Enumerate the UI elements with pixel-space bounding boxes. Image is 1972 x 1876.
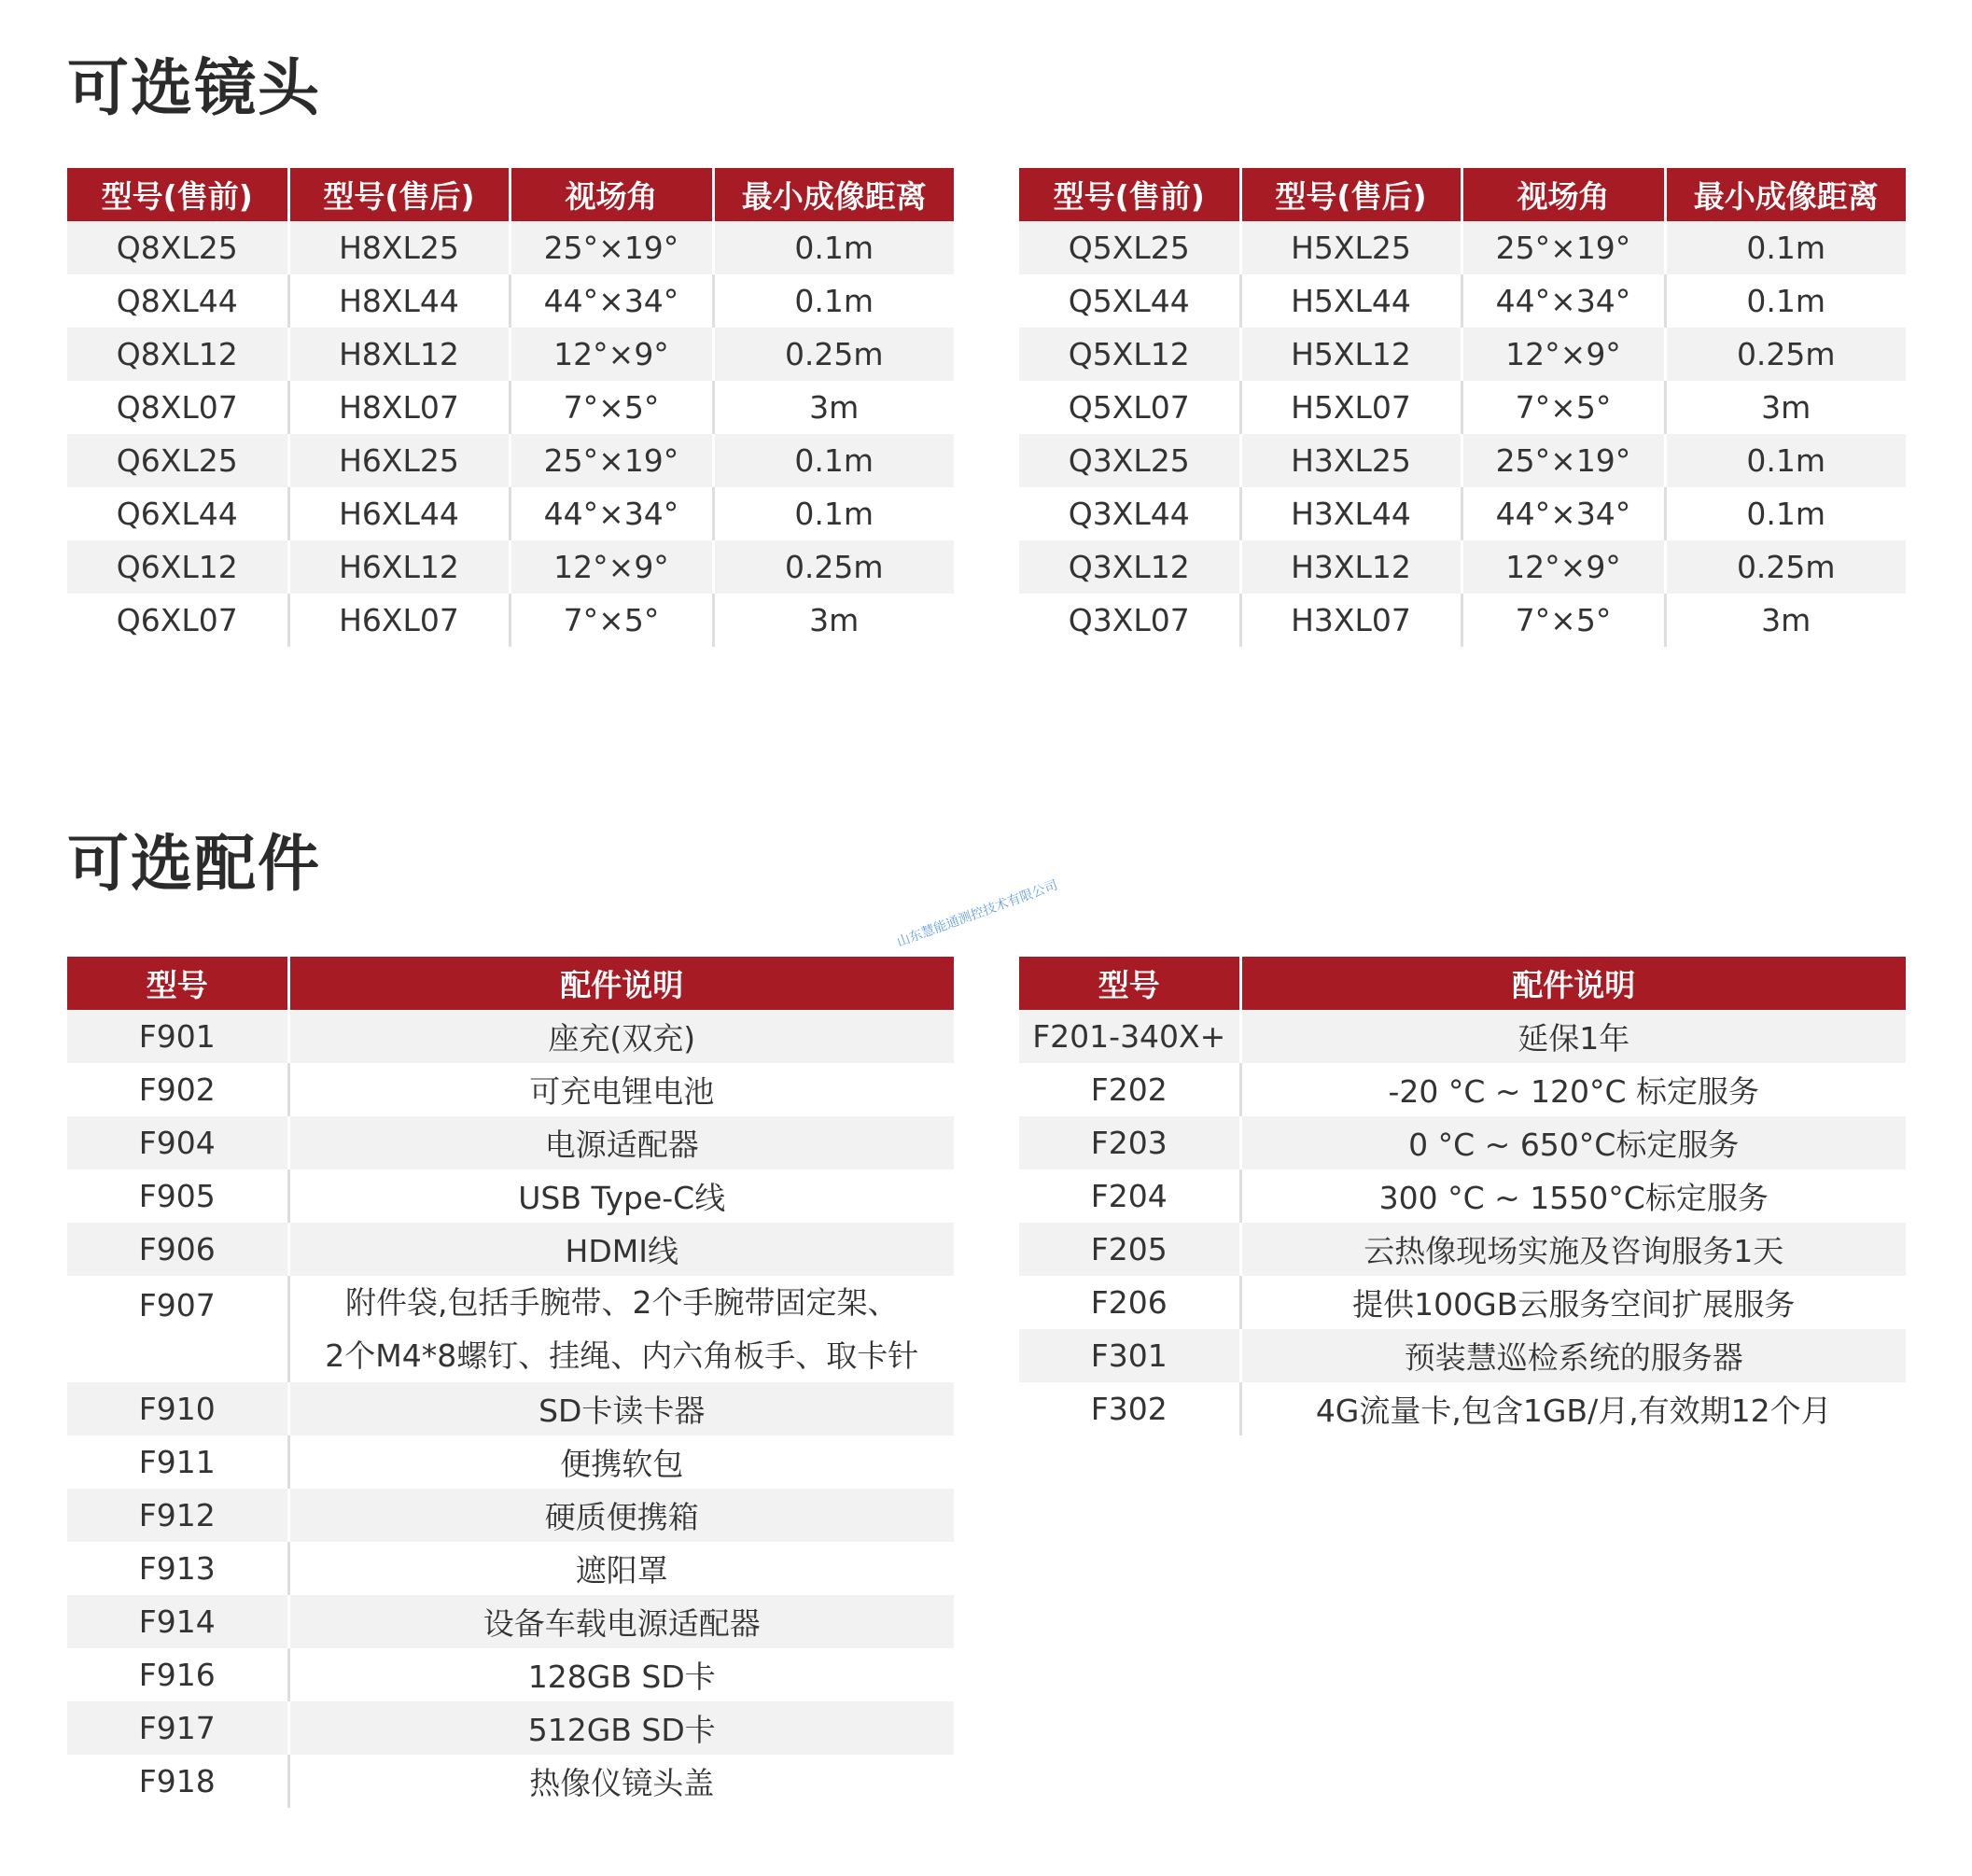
table-row [67,1755,954,1808]
cell-model: F203 [1019,1116,1240,1169]
table-row [1019,328,1906,381]
cell-min-distance: 0.1m [1665,487,1906,540]
cell-model: F205 [1019,1223,1240,1276]
cell-presale-model: Q5XL25 [1019,221,1240,274]
cell-field-of-view: 7°×5° [510,594,713,647]
cell-field-of-view: 12°×9° [1462,540,1665,594]
header-min-distance: 最小成像距离 [1665,168,1906,221]
table-row [67,1010,954,1063]
table-row [1019,1010,1906,1063]
table-row [1019,1329,1906,1382]
cell-aftersale-model: H5XL44 [1240,274,1462,328]
cell-field-of-view: 12°×9° [510,540,713,594]
table-row [67,1489,954,1542]
cell-description: 热像仪镜头盖 [288,1755,954,1808]
table-row [1019,540,1906,594]
cell-presale-model: Q3XL44 [1019,487,1240,540]
cell-aftersale-model: H3XL25 [1240,434,1462,487]
cell-description: 遮阳罩 [288,1542,954,1595]
table-row [1019,1223,1906,1276]
cell-model: F914 [67,1595,288,1648]
cell-presale-model: Q5XL44 [1019,274,1240,328]
cell-field-of-view: 44°×34° [510,274,713,328]
cell-model: F918 [67,1755,288,1808]
cell-description: 设备车载电源适配器 [288,1595,954,1648]
table-row [1019,381,1906,434]
table-row [67,1116,954,1169]
accessory-table-right [1019,957,1906,1435]
cell-description: 电源适配器 [288,1116,954,1169]
header-model: 型号 [1019,957,1240,1010]
cell-description: 300 °C ~ 1550°C标定服务 [1240,1169,1906,1223]
cell-field-of-view: 25°×19° [1462,434,1665,487]
table-row [1019,1169,1906,1223]
cell-aftersale-model: H8XL44 [288,274,510,328]
accessory-section-title: 可选配件 [67,828,321,900]
description-line: 2个M4*8螺钉、挂绳、内六角板手、取卡针 [325,1337,919,1374]
accessory-table-left [67,957,954,1808]
table-header-row [67,168,954,221]
cell-aftersale-model: H5XL07 [1240,381,1462,434]
table-row [67,1435,954,1489]
cell-model: F201-340X+ [1019,1010,1240,1063]
header-field-of-view: 视场角 [1462,168,1665,221]
table-row [1019,1276,1906,1329]
cell-presale-model: Q8XL07 [67,381,288,434]
cell-field-of-view: 7°×5° [510,381,713,434]
cell-model: F901 [67,1010,288,1063]
description-line: 附件袋,包括手腕带、2个手腕带固定架、 [345,1284,899,1321]
cell-field-of-view: 12°×9° [1462,328,1665,381]
table-header-row [1019,168,1906,221]
cell-description: HDMI线 [288,1223,954,1276]
cell-description: 延保1年 [1240,1010,1906,1063]
lens-section-title: 可选镜头 [67,52,321,124]
cell-description: USB Type-C线 [288,1169,954,1223]
cell-aftersale-model: H8XL07 [288,381,510,434]
cell-aftersale-model: H6XL07 [288,594,510,647]
cell-model: F206 [1019,1276,1240,1329]
table-row [1019,274,1906,328]
cell-min-distance: 3m [1665,594,1906,647]
cell-field-of-view: 25°×19° [1462,221,1665,274]
cell-presale-model: Q6XL44 [67,487,288,540]
cell-min-distance: 0.25m [1665,328,1906,381]
cell-description: 便携软包 [288,1435,954,1489]
header-presale-model: 型号(售前) [67,168,288,221]
cell-presale-model: Q8XL44 [67,274,288,328]
cell-description: -20 °C ~ 120°C 标定服务 [1240,1063,1906,1116]
table-row [1019,1063,1906,1116]
lens-table-left [67,168,954,647]
cell-model: F302 [1019,1382,1240,1435]
table-row [1019,1116,1906,1169]
header-field-of-view: 视场角 [510,168,713,221]
cell-presale-model: Q3XL07 [1019,594,1240,647]
header-description: 配件说明 [288,957,954,1010]
table-row [67,274,954,328]
cell-presale-model: Q3XL25 [1019,434,1240,487]
table-row [67,381,954,434]
cell-field-of-view: 44°×34° [1462,274,1665,328]
cell-min-distance: 0.25m [713,328,954,381]
table-row [67,1701,954,1755]
cell-description: 座充(双充) [288,1010,954,1063]
cell-model: F916 [67,1648,288,1701]
table-row [67,1223,954,1276]
cell-aftersale-model: H3XL07 [1240,594,1462,647]
cell-model: F301 [1019,1329,1240,1382]
table-row [1019,594,1906,647]
cell-presale-model: Q6XL25 [67,434,288,487]
cell-description: 云热像现场实施及咨询服务1天 [1240,1223,1906,1276]
table-header-row [67,957,954,1010]
cell-model: F904 [67,1116,288,1169]
header-aftersale-model: 型号(售后) [1240,168,1462,221]
cell-model: F905 [67,1169,288,1223]
cell-aftersale-model: H8XL25 [288,221,510,274]
table-row [67,328,954,381]
table-row [1019,434,1906,487]
header-presale-model: 型号(售前) [1019,168,1240,221]
cell-presale-model: Q5XL07 [1019,381,1240,434]
cell-min-distance: 0.1m [1665,274,1906,328]
cell-presale-model: Q6XL07 [67,594,288,647]
cell-description: 512GB SD卡 [288,1701,954,1755]
cell-model: F906 [67,1223,288,1276]
cell-model: F917 [67,1701,288,1755]
cell-presale-model: Q8XL25 [67,221,288,274]
lens-table-right [1019,168,1906,647]
watermark: 山东慧能通测控技术有限公司 [895,877,1060,950]
cell-min-distance: 0.1m [1665,221,1906,274]
cell-model: F913 [67,1542,288,1595]
cell-min-distance: 3m [713,594,954,647]
table-row [1019,487,1906,540]
cell-aftersale-model: H3XL44 [1240,487,1462,540]
cell-min-distance: 0.25m [1665,540,1906,594]
table-row [67,434,954,487]
cell-field-of-view: 25°×19° [510,434,713,487]
cell-description: 0 °C ~ 650°C标定服务 [1240,1116,1906,1169]
cell-aftersale-model: H5XL25 [1240,221,1462,274]
cell-min-distance: 0.1m [713,434,954,487]
cell-presale-model: Q6XL12 [67,540,288,594]
cell-min-distance: 0.1m [713,274,954,328]
header-model: 型号 [67,957,288,1010]
cell-min-distance: 3m [713,381,954,434]
cell-presale-model: Q8XL12 [67,328,288,381]
table-row [67,1169,954,1223]
table-row [67,1648,954,1701]
cell-model: F912 [67,1489,288,1542]
cell-aftersale-model: H6XL12 [288,540,510,594]
cell-field-of-view: 44°×34° [510,487,713,540]
cell-description: 4G流量卡,包含1GB/月,有效期12个月 [1240,1382,1906,1435]
header-min-distance: 最小成像距离 [713,168,954,221]
table-row [67,540,954,594]
cell-min-distance: 0.1m [713,221,954,274]
cell-min-distance: 0.1m [713,487,954,540]
cell-description: 硬质便携箱 [288,1489,954,1542]
cell-field-of-view: 7°×5° [1462,381,1665,434]
cell-field-of-view: 12°×9° [510,328,713,381]
cell-min-distance: 0.25m [713,540,954,594]
cell-model: F204 [1019,1169,1240,1223]
cell-field-of-view: 7°×5° [1462,594,1665,647]
cell-model: F911 [67,1435,288,1489]
cell-presale-model: Q3XL12 [1019,540,1240,594]
cell-field-of-view: 25°×19° [510,221,713,274]
cell-model: F902 [67,1063,288,1116]
table-row [67,1595,954,1648]
cell-model: F907 [67,1276,288,1382]
cell-presale-model: Q5XL12 [1019,328,1240,381]
cell-description: 预装慧巡检系统的服务器 [1240,1329,1906,1382]
table-row [67,487,954,540]
cell-field-of-view: 44°×34° [1462,487,1665,540]
table-row [67,1276,954,1382]
cell-model: F202 [1019,1063,1240,1116]
header-aftersale-model: 型号(售后) [288,168,510,221]
cell-description: SD卡读卡器 [288,1382,954,1435]
table-row [1019,221,1906,274]
table-row [67,221,954,274]
table-row [1019,1382,1906,1435]
table-header-row [1019,957,1906,1010]
cell-aftersale-model: H6XL25 [288,434,510,487]
cell-description: 提供100GB云服务空间扩展服务 [1240,1276,1906,1329]
cell-aftersale-model: H8XL12 [288,328,510,381]
cell-aftersale-model: H6XL44 [288,487,510,540]
cell-min-distance: 3m [1665,381,1906,434]
table-row [67,1382,954,1435]
cell-aftersale-model: H3XL12 [1240,540,1462,594]
header-description: 配件说明 [1240,957,1906,1010]
cell-aftersale-model: H5XL12 [1240,328,1462,381]
cell-min-distance: 0.1m [1665,434,1906,487]
table-row [67,1063,954,1116]
cell-description: 可充电锂电池 [288,1063,954,1116]
table-row [67,594,954,647]
cell-description: 128GB SD卡 [288,1648,954,1701]
table-row [67,1542,954,1595]
cell-model: F910 [67,1382,288,1435]
cell-description [288,1276,954,1382]
